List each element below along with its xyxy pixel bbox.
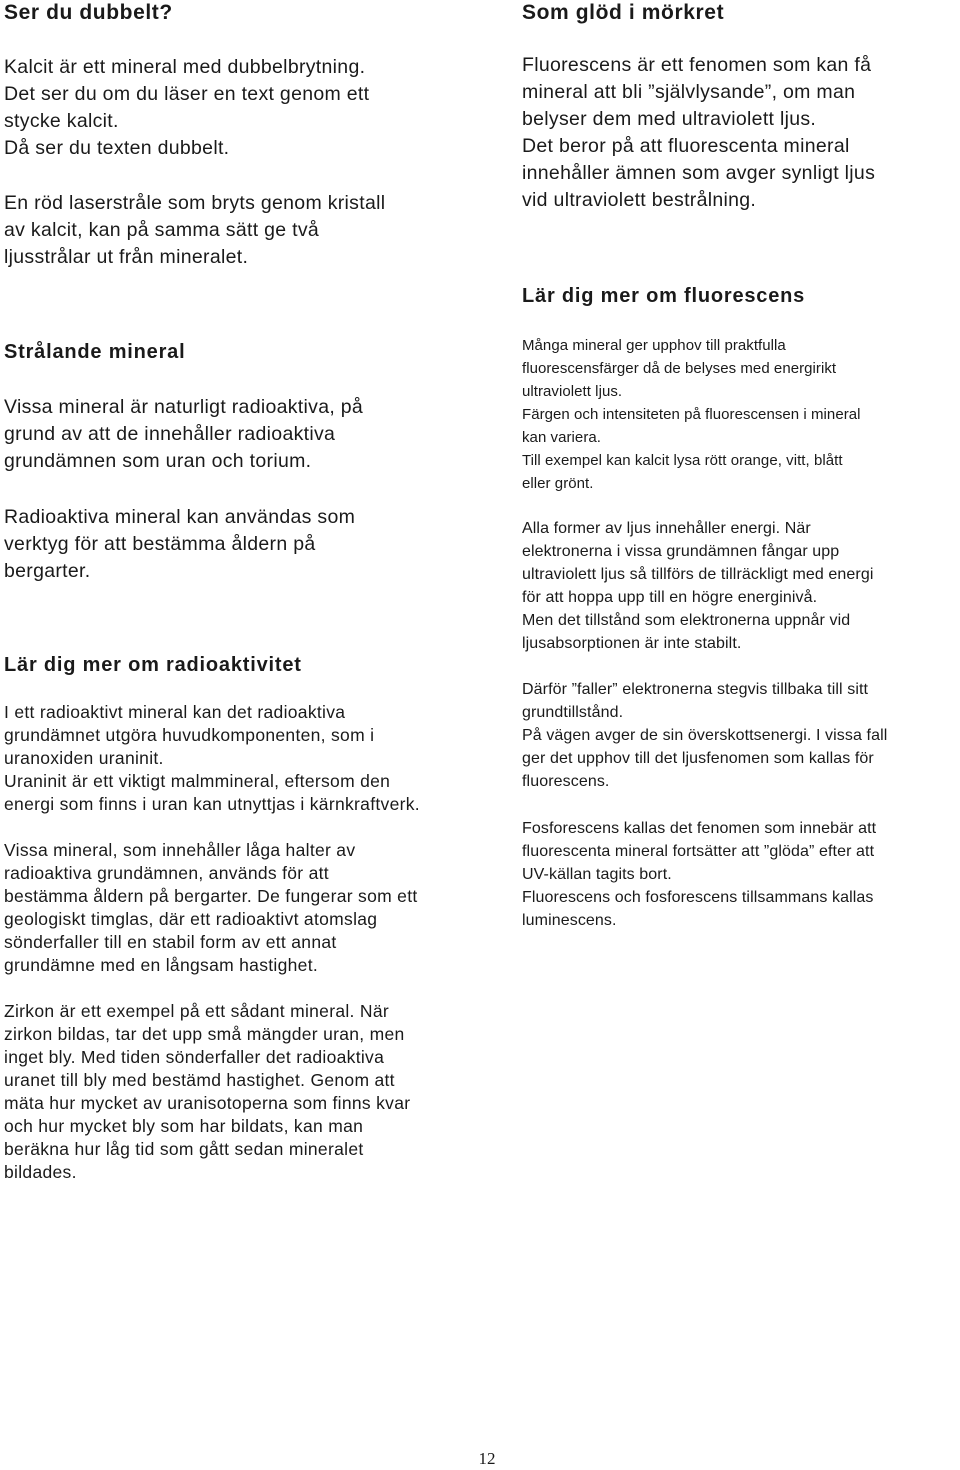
text-line: ljusabsorptionen är inte stabilt. — [522, 635, 742, 652]
text-line: kan variera. — [522, 429, 601, 446]
text-line: ger det upphov till det ljusfenomen som kallas för — [522, 750, 874, 767]
heading-radiant-minerals: Strålande mineral — [4, 341, 186, 363]
paragraph-zircon — [4, 1000, 484, 1184]
text-line: zirkon bildas, tar det upp små mängder uran, men — [4, 1024, 405, 1044]
text-line: Fluorescens och fosforescens tillsammans kallas — [522, 889, 874, 906]
text-line: Fosforescens kallas det fenomen som innebär att — [522, 820, 877, 837]
text-line: I ett radioaktivt mineral kan det radioaktiva — [4, 702, 346, 722]
text-line: grundämne med en långsam hastighet. — [4, 955, 319, 975]
text-line: Men det tillstånd som elektronerna uppnår vid — [522, 612, 851, 629]
paragraph-dating-tool — [4, 504, 484, 585]
text-line: för att hoppa upp till en högre energinivå. — [522, 589, 818, 606]
text-line: fluorescens. — [522, 773, 610, 790]
paragraph-fluorescence-colors — [522, 334, 958, 495]
text-line: eller grönt. — [522, 475, 594, 492]
text-line: ljusstrålar ut från mineralet. — [4, 246, 249, 268]
text-line: Färgen och intensiteten på fluorescensen i mineral — [522, 406, 861, 423]
text-line: bestämma åldern på bergarter. De fungerar som ett — [4, 886, 418, 906]
paragraph-radioactive — [4, 394, 484, 475]
text-line: På vägen avger de sin överskottsenergi. I vissa fall — [522, 727, 888, 744]
text-line: luminescens. — [522, 912, 617, 929]
text-line: innehåller ämnen som avger synligt ljus — [522, 162, 876, 184]
text-line: ultraviolett ljus. — [522, 383, 623, 400]
text-line: uranoxiden uraninit. — [4, 748, 164, 768]
text-line: mäta hur mycket av uranisotoperna som finns kvar — [4, 1093, 411, 1113]
text-line: Många mineral ger upphov till praktfulla — [522, 337, 786, 354]
text-line: Zirkon är ett exempel på ett sådant mineral. När — [4, 1001, 389, 1021]
text-line: En röd laserstråle som bryts genom kristall — [4, 192, 386, 214]
paragraph-fluorescence — [522, 52, 958, 214]
page-number: 12 — [478, 1449, 496, 1468]
paragraph-double-refraction — [4, 54, 484, 162]
text-line: Vissa mineral är naturligt radioaktiva, på — [4, 396, 364, 418]
text-line: sönderfaller till en stabil form av ett annat — [4, 932, 337, 952]
paragraph-energy — [522, 517, 958, 655]
text-line: grundämnet utgöra huvudkomponenten, som i — [4, 725, 375, 745]
text-line: grundämnen som uran och torium. — [4, 450, 312, 472]
text-line: elektronerna i vissa grundämnen fångar upp — [522, 543, 840, 560]
heading-learn-radioactivity: Lär dig mer om radioaktivitet — [4, 654, 302, 676]
text-line: Radioaktiva mineral kan användas som — [4, 506, 356, 528]
text-line: och hur mycket bly som har bildats, kan man — [4, 1116, 364, 1136]
text-line: inget bly. Med tiden sönderfaller det radioaktiva — [4, 1047, 385, 1067]
text-line: Vissa mineral, som innehåller låga halter av — [4, 840, 356, 860]
text-line: geologiskt timglas, där ett radioaktivt atomslag — [4, 909, 378, 929]
paragraph-geological-hourglass — [4, 839, 484, 977]
text-line: Uraninit är ett viktigt malmmineral, eftersom den — [4, 771, 391, 791]
text-line: ultraviolett ljus så tillförs de tillräckligt med energi — [522, 566, 874, 583]
text-line: Till exempel kan kalcit lysa rött orange, vitt, blått — [522, 452, 843, 469]
text-line: Alla former av ljus innehåller energi. När — [522, 520, 811, 537]
heading-learn-fluorescence: Lär dig mer om fluorescens — [522, 285, 806, 307]
text-line: stycke kalcit. — [4, 110, 119, 132]
text-line: beräkna hur låg tid som gått sedan mineralet — [4, 1139, 364, 1159]
heading-double-refraction: Ser du dubbelt? — [4, 1, 173, 24]
text-line: radioaktiva grundämnen, används för att — [4, 863, 329, 883]
text-line: Därför ”faller” elektronerna stegvis tillbaka till sitt — [522, 681, 869, 698]
text-line: mineral att bli ”självlysande”, om man — [522, 81, 856, 103]
text-line: UV-källan tagits bort. — [522, 866, 672, 883]
text-line: Kalcit är ett mineral med dubbelbrytning. — [4, 56, 366, 78]
text-line: fluorescensfärger då de belyses med energirikt — [522, 360, 837, 377]
text-line: uranet till bly med bestämd hastighet. Genom att — [4, 1070, 395, 1090]
text-line: belyser dem med ultraviolett ljus. — [522, 108, 817, 130]
text-line: Då ser du texten dubbelt. — [4, 137, 230, 159]
text-line: vid ultraviolett bestrålning. — [522, 189, 757, 211]
text-line: av kalcit, kan på samma sätt ge två — [4, 219, 320, 241]
text-line: grund av att de innehåller radioaktiva — [4, 423, 336, 445]
paragraph-laser — [4, 190, 484, 271]
text-line: grundtillstånd. — [522, 704, 624, 721]
text-line: bergarter. — [4, 560, 91, 582]
paragraph-electrons-fall — [522, 678, 958, 793]
text-line: Fluorescens är ett fenomen som kan få — [522, 54, 872, 76]
text-line: energi som finns i uran kan utnyttjas i kärnkraftverk. — [4, 794, 420, 814]
heading-glow-in-dark: Som glöd i mörkret — [522, 1, 725, 24]
paragraph-phosphorescence — [522, 817, 958, 932]
text-line: Det beror på att fluorescenta mineral — [522, 135, 850, 157]
text-line: verktyg för att bestämma åldern på — [4, 533, 316, 555]
text-line: bildades. — [4, 1162, 77, 1182]
text-line: Det ser du om du läser en text genom ett — [4, 83, 370, 105]
paragraph-uraninite — [4, 701, 484, 816]
text-line: fluorescenta mineral fortsätter att ”glöda” efter att — [522, 843, 875, 860]
